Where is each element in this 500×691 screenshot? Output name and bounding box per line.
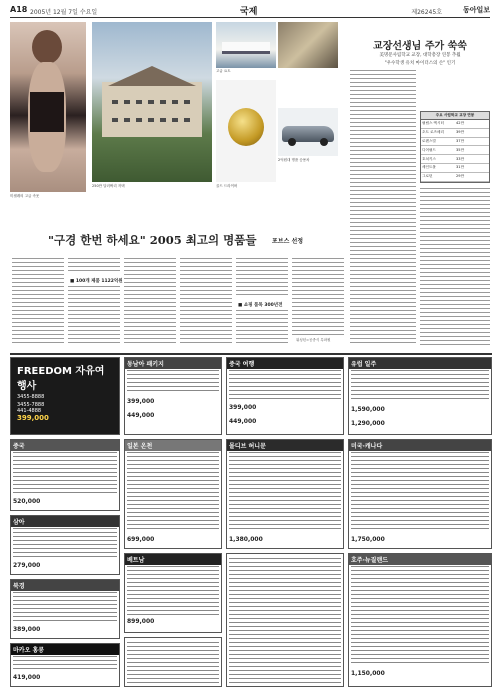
- headline-tag: 포브스 선정: [272, 238, 304, 245]
- travel-ad: [348, 439, 492, 549]
- photo-caption: 골드 드라이버: [216, 184, 238, 188]
- travel-ad: [124, 357, 222, 435]
- ad-price: 899,000: [127, 618, 155, 625]
- photo-caption: 미셀레의 고급 속옷: [10, 194, 40, 198]
- photo-caption: 고급 요트: [216, 69, 231, 73]
- sidebar-article-subtitle-2: "우수학생 유치 마이더스의 손" 인기: [384, 61, 456, 66]
- ad-phone: 3455-8888: [17, 394, 45, 400]
- lingerie-photo: [10, 22, 86, 192]
- ad-price: 1,380,000: [229, 536, 263, 543]
- travel-ad: [226, 439, 344, 549]
- yacht-photo: [216, 22, 276, 68]
- article-column: [12, 258, 64, 346]
- ad-title: 삼아: [11, 516, 119, 527]
- travel-ad: [226, 357, 344, 435]
- ad-title: 몰디브 허니문: [227, 440, 343, 451]
- page-header: [10, 4, 490, 18]
- ad-price: 419,000: [13, 674, 41, 681]
- ad-phone: 441-4888: [17, 408, 42, 414]
- sidebar-article-title: 교장선생님 주가 쑥쑥: [373, 41, 467, 52]
- ad-title: 북경: [11, 580, 119, 591]
- ad-price: 279,000: [13, 562, 41, 569]
- byline: 워싱턴=공종식 특파원: [296, 338, 331, 342]
- ad-price: 399,000: [127, 398, 155, 405]
- ad-price: 389,000: [13, 626, 41, 633]
- ad-price: 1,750,000: [351, 536, 385, 543]
- article-column: [236, 310, 288, 346]
- salary-table: [420, 111, 490, 183]
- main-headline: "구경 한번 하세요" 2005 최고의 명품들: [48, 233, 257, 247]
- ad-price: 699,000: [127, 536, 155, 543]
- travel-ad: [124, 637, 222, 687]
- travel-ad: [10, 515, 120, 575]
- article-column: [68, 286, 120, 346]
- ad-price: 449,000: [229, 418, 257, 425]
- table-header: 주요 사립학교 교장 연봉: [421, 112, 489, 120]
- travel-ad: [226, 553, 344, 687]
- section-title: 국제: [240, 7, 258, 17]
- mansion-photo: [92, 22, 212, 182]
- sidebar-article-body: [420, 188, 490, 346]
- article-column: [292, 258, 344, 336]
- ad-title: 일본 온천: [125, 440, 221, 451]
- travel-ad: [124, 439, 222, 549]
- ad-title: 중국: [11, 440, 119, 451]
- ad-phone: 3455-7888: [17, 402, 45, 408]
- travel-ad: [10, 643, 120, 687]
- article-column: [180, 258, 232, 346]
- ad-price: 399,000: [229, 404, 257, 411]
- photo-caption: 250만 달러짜리 저택: [92, 184, 125, 188]
- ad-title: 호주·뉴질랜드: [349, 554, 491, 565]
- table-row: 호치키스 33만: [421, 155, 489, 164]
- sidebar-article-body: [350, 70, 416, 346]
- table-row: 세인트폴 31만: [421, 164, 489, 173]
- article-column: [236, 258, 288, 298]
- article-subhead: ■ 쇼핑 품목 300년전: [238, 303, 283, 308]
- table-row: 필립스 엑시터 42만: [421, 120, 489, 129]
- ad-price: 399,000: [17, 414, 49, 422]
- ad-title: 베트남: [125, 554, 221, 565]
- article-column: [124, 258, 176, 346]
- table-row: 로렌스빌 37만: [421, 138, 489, 147]
- issue-number: 제26245호: [411, 9, 442, 16]
- article-subhead: ■ 100개 제품 1122억원: [70, 279, 123, 284]
- photo-caption: 2억원대 명품 승용차: [278, 158, 310, 162]
- sidebar-article-subtitle: 美명문사립학교 교장, 대학총장 연봉 추월: [379, 53, 461, 58]
- travel-ad: [10, 439, 120, 511]
- ad-price: 1,590,000: [351, 406, 385, 413]
- table-row: 디어필드 35만: [421, 146, 489, 155]
- issue-date: 2005년 12월 7일 수요일: [30, 9, 98, 16]
- travel-ad: [10, 579, 120, 639]
- ad-title: 동남아 패키지: [125, 358, 221, 369]
- travel-ad: [348, 357, 492, 435]
- ad-title: 중국 여행: [227, 358, 343, 369]
- travel-ad: [124, 553, 222, 633]
- page-number: A18: [10, 5, 28, 14]
- sedan-photo: [278, 108, 338, 156]
- golf-driver-photo: [216, 80, 276, 182]
- ad-price: 1,150,000: [351, 670, 385, 677]
- table-row: 그로턴 29만: [421, 173, 489, 182]
- newspaper-logo: 동아일보: [462, 6, 490, 14]
- travel-ad: [348, 553, 492, 687]
- ad-title: FREEDOM 자유여행사: [17, 366, 105, 392]
- article-column: [68, 258, 120, 274]
- ad-title: 마카오 홍콩: [11, 644, 119, 655]
- ad-price: 1,290,000: [351, 420, 385, 427]
- hotel-photo: [278, 22, 338, 68]
- travel-ad-freedom: [10, 357, 120, 435]
- table-row: 초트 로즈메리 39만: [421, 129, 489, 138]
- ad-price: 520,000: [13, 498, 41, 505]
- ad-title: 미국·캐나다: [349, 440, 491, 451]
- ad-title: 유럽 일주: [349, 358, 491, 369]
- ad-price: 449,000: [127, 412, 155, 419]
